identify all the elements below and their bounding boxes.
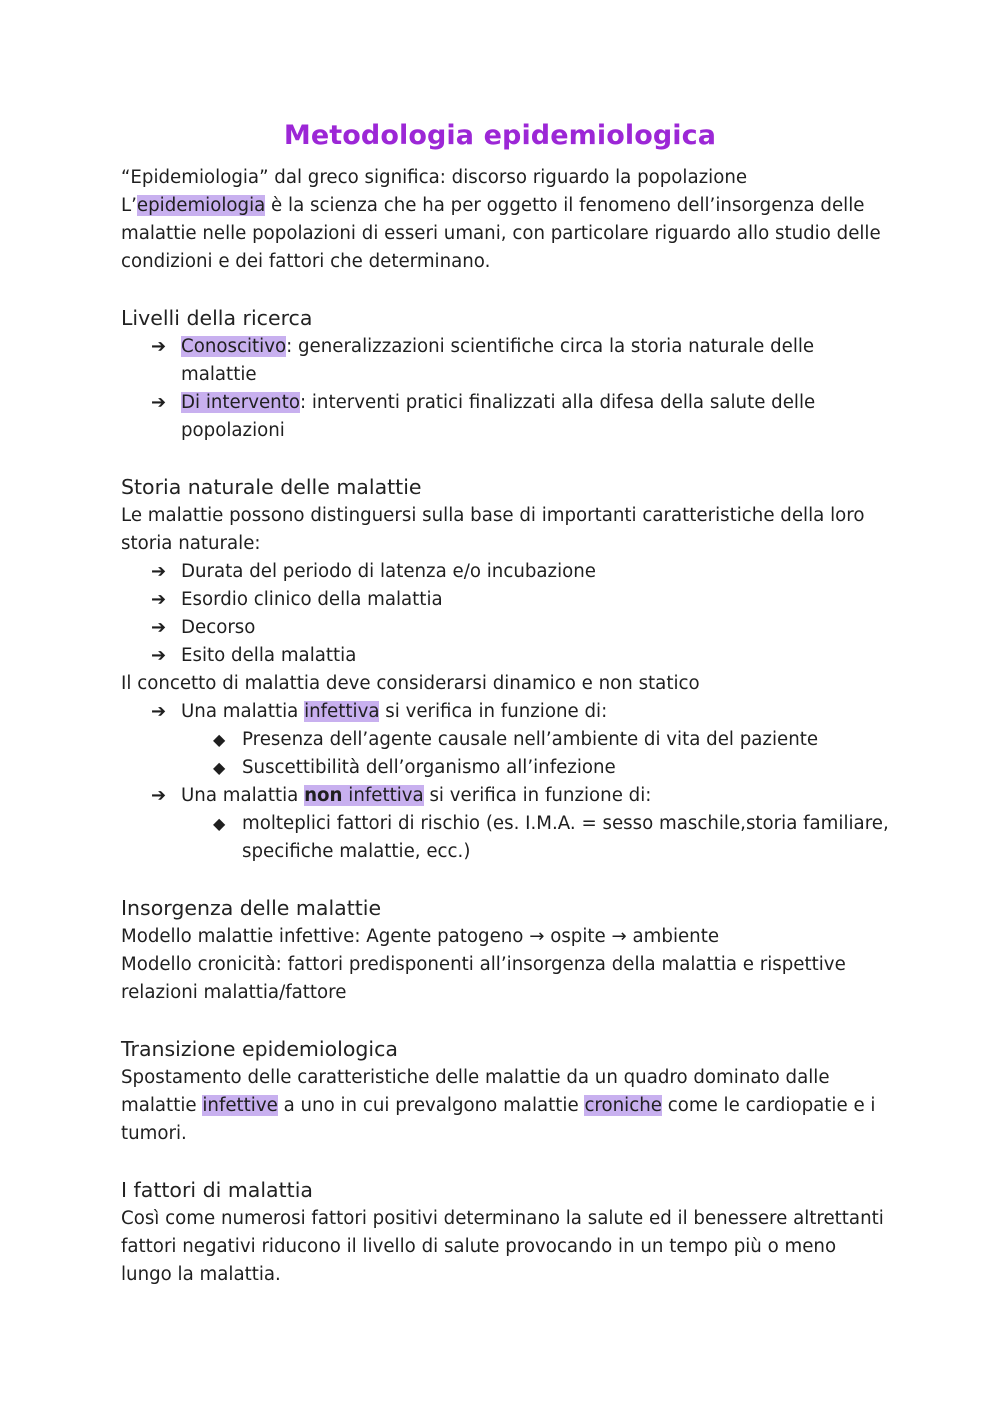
arrow-icon: ➔ — [151, 785, 167, 806]
paragraph — [121, 1064, 891, 1148]
intro-definition — [121, 192, 891, 276]
sub-list-item — [121, 726, 891, 754]
text: Esordio clinico della malattia — [181, 589, 443, 610]
highlight: Di intervento — [181, 392, 300, 413]
section-heading-transizione: Transizione epidemiologica — [121, 1037, 398, 1061]
section-heading-fattori: I fattori di malattia — [121, 1178, 313, 1202]
arrow-icon: ➔ — [151, 617, 167, 638]
sub-list-item — [121, 810, 891, 866]
text: come le cardiopatie e i tumori. — [121, 1095, 876, 1144]
list-item — [121, 389, 891, 445]
arrow-icon: ➔ — [151, 561, 167, 582]
highlight: Conoscitivo — [181, 336, 287, 357]
text: si verifica in funzione di: — [379, 701, 608, 722]
diamond-bullet-icon: ◆ — [213, 730, 226, 749]
text: molteplici fattori di rischio (es. I.M.A. = sesso maschile,storia familiare, specifiche malattie, ecc.) — [242, 813, 889, 862]
highlight: croniche — [584, 1095, 662, 1116]
text: è la scienza che ha per oggetto il fenomeno dell’insorgenza delle malattie nelle popolazioni di esseri umani, con particolare riguardo allo studio delle condizioni e dei fattori che determinano. — [121, 195, 881, 272]
list-item — [121, 614, 891, 642]
arrow-icon: ➔ — [151, 589, 167, 610]
list-item — [121, 558, 891, 586]
text: Decorso — [181, 617, 256, 638]
highlight: infettiva — [304, 701, 380, 722]
bold-text: non — [304, 785, 343, 806]
paragraph: Le malattie possono distinguersi sulla base di importanti caratteristiche della loro storia naturale: — [121, 505, 865, 554]
text: Una malattia — [181, 785, 305, 806]
text: Una malattia — [181, 701, 305, 722]
list-item — [121, 333, 891, 389]
diamond-bullet-icon: ◆ — [213, 814, 226, 833]
page-title: Metodologia epidemiologica — [283, 120, 717, 151]
section-heading-insorgenza: Insorgenza delle malattie — [121, 896, 382, 920]
arrow-icon: ➔ — [151, 645, 167, 666]
text: Suscettibilità dell’organismo all’infezione — [242, 757, 616, 778]
paragraph: Modello cronicità: fattori predisponenti all’insorgenza della malattia e rispettive relazioni malattia/fattore — [121, 954, 846, 1003]
sub-list-item — [121, 754, 891, 782]
text: Esito della malattia — [181, 645, 357, 666]
intro-line: “Epidemiologia” dal greco significa: discorso riguardo la popolazione — [121, 167, 748, 188]
text: Spostamento delle caratteristiche delle malattie da un quadro dominato dalle malattie — [121, 1067, 830, 1116]
section-heading-livelli: Livelli della ricerca — [121, 306, 313, 330]
highlight: infettive — [202, 1095, 278, 1116]
list-item — [121, 782, 891, 810]
text: Durata del periodo di latenza e/o incubazione — [181, 561, 596, 582]
arrow-icon: ➔ — [151, 336, 167, 357]
diamond-bullet-icon: ◆ — [213, 758, 226, 777]
section-heading-storia: Storia naturale delle malattie — [121, 475, 422, 499]
arrow-icon: ➔ — [151, 701, 167, 722]
paragraph: Modello malattie infettive: Agente patogeno → ospite → ambiente — [121, 926, 720, 947]
highlight: epidemiologia — [136, 195, 266, 216]
document-body — [121, 164, 891, 1289]
text: L’ — [121, 195, 137, 216]
text: si verifica in funzione di: — [423, 785, 652, 806]
text: infettiva — [342, 785, 424, 806]
text: a uno in cui prevalgono malattie — [277, 1095, 585, 1116]
text: : generalizzazioni scientifiche circa la storia naturale delle malattie — [181, 336, 815, 385]
paragraph: Così come numerosi fattori positivi determinano la salute ed il benessere altrettanti fattori negativi riducono il livello di salute provocando in un tempo più o meno lungo la malattia. — [121, 1208, 884, 1285]
list-item — [121, 642, 891, 670]
text: : interventi pratici finalizzati alla difesa della salute delle popolazioni — [181, 392, 816, 441]
highlight — [304, 785, 424, 806]
list-item — [121, 586, 891, 614]
list-item — [121, 698, 891, 726]
arrow-icon: ➔ — [151, 392, 167, 413]
paragraph: Il concetto di malattia deve considerarsi dinamico e non statico — [121, 673, 700, 694]
text: Presenza dell’agente causale nell’ambiente di vita del paziente — [242, 729, 819, 750]
